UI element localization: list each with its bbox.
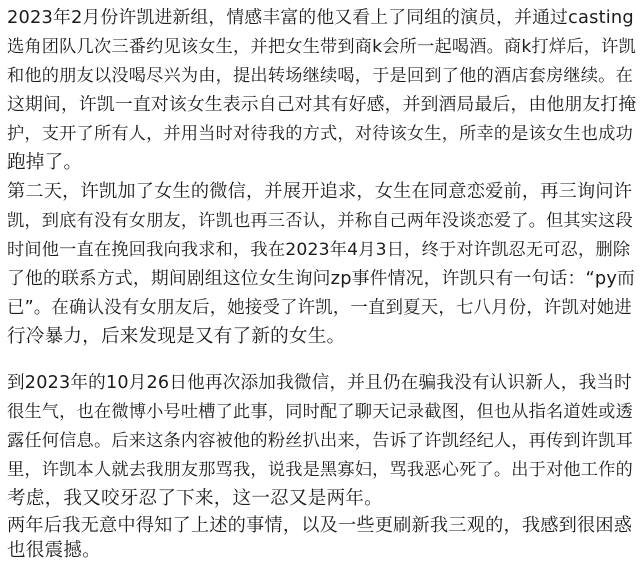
text-line-19: 也很震撼。 xyxy=(7,540,101,561)
text-line-13: 到2023年的10月26日他再次添加我微信，并且仍在骗我没有认识新人，我当时 xyxy=(7,373,632,393)
text-line-14: 很生气，也在微博小号吐槽了此事，同时配了聊天记录截图，但也从指名道姓或透 xyxy=(7,402,633,422)
text-line-6: 跑掉了。 xyxy=(7,152,83,173)
text-line-8: 凯，到底有没有女朋友，许凯也再三否认，并称自己两年没谈恋爱了。但其实这段 xyxy=(7,211,633,231)
text-line-11: 已”。在确认没有女朋友后，她接受了许凯，一直到夏天，七八月份，许凯对她进 xyxy=(7,298,632,318)
text-line-7: 第二天，许凯加了女生的微信，并展开追求，女生在同意恋爱前，再三询问许 xyxy=(7,181,633,202)
text-line-12: 行冷暴力，后来发现是又有了新的女生。 xyxy=(7,326,346,347)
text-line-5: 护，支开了所有人，并用当时对待我的方式，对待该女生，所幸的是该女生也成功 xyxy=(7,124,633,144)
text-line-3: 和他的朋友以没喝尽兴为由，提出转场继续喝，于是回到了他的酒店套房继续。在 xyxy=(7,66,633,86)
text-line-1: 2023年2月份许凯进新组，情感丰富的他又看上了同组的演员，并通过casting xyxy=(7,7,634,28)
text-line-10: 了他的联系方式，期间剧组这位女生询问zp事件情况，许凯只有一句话：“py而 xyxy=(7,268,636,289)
text-line-2: 选角团队几次三番约见该女生，并把女生带到商k会所一起喝酒。商k打烊后，许凯 xyxy=(7,37,636,57)
text-line-18: 两年后我无意中得知了上述的事情，以及一些更刷新我三观的，我感到很困惑 xyxy=(7,515,633,536)
text-line-4: 这期间，许凯一直对该女生表示自己对其有好感，并到酒局最后，由他朋友打掩 xyxy=(7,94,637,115)
text-line-17: 考虑，我又咬牙忍了下来，这一忍又是两年。 xyxy=(7,488,383,509)
text-line-15: 露任何信息。后来这条内容被他的粉丝扒出来，告诉了许凯经纪人，再传到许凯耳 xyxy=(7,431,633,451)
text-line-16: 里，许凯本人就去我朋友那骂我，说我是黑寡妇，骂我恶心死了。出于对他工作的 xyxy=(7,460,633,480)
text-line-9: 时间他一直在挽回我向我求和，我在2023年4月3日，终于对许凯忍无可忍，删除 xyxy=(7,240,631,260)
